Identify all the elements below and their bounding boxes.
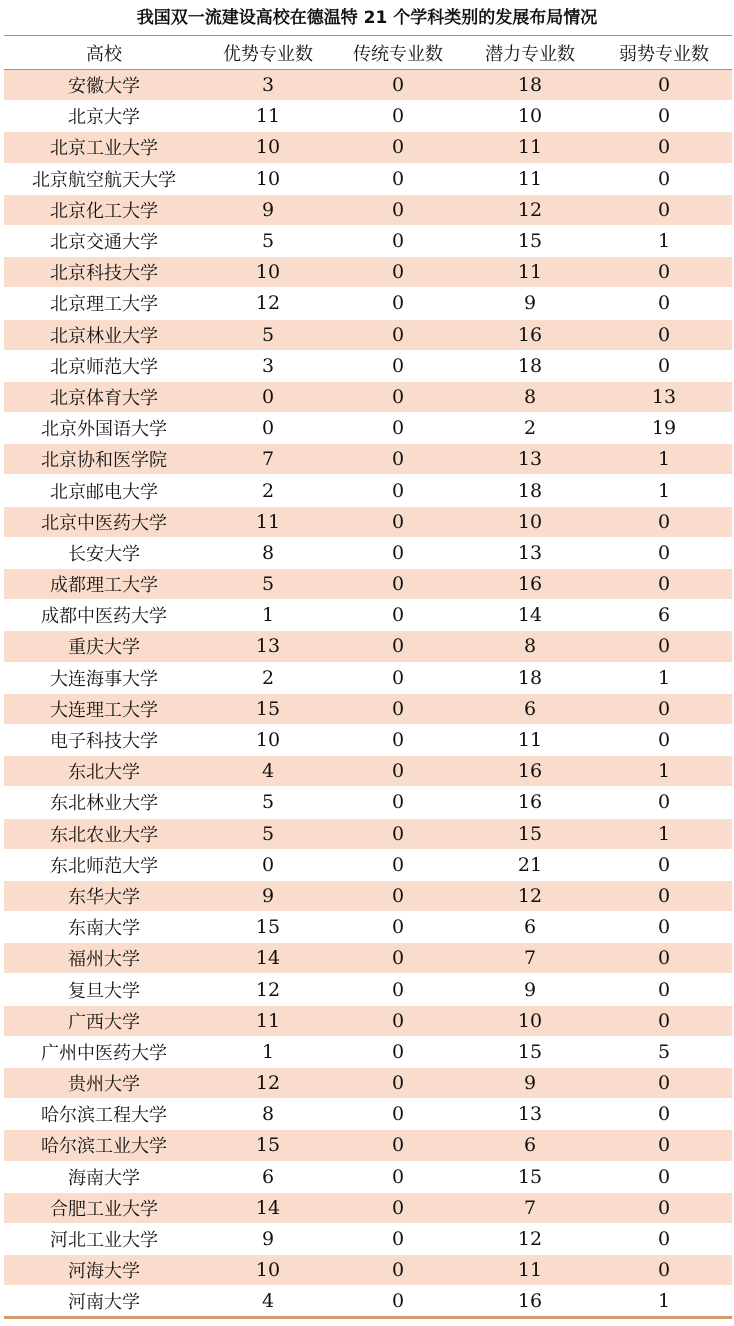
advantage-cell: 2 [204,662,332,693]
school-cell: 北京工业大学 [4,132,204,163]
university-table [4,35,732,1319]
school-cell: 北京交通大学 [4,225,204,256]
advantage-cell: 10 [204,257,332,288]
traditional-cell: 0 [332,288,464,319]
school-cell: 贵州大学 [4,1068,204,1099]
traditional-cell: 0 [332,350,464,381]
traditional-cell: 0 [332,1223,464,1254]
school-cell: 哈尔滨工程大学 [4,1099,204,1130]
advantage-cell: 11 [204,101,332,132]
traditional-cell: 0 [332,506,464,537]
weak-cell: 0 [596,787,732,818]
table-title: 我国双一流建设高校在德温特 21 个学科类别的发展布局情况 [136,8,598,28]
school-cell: 北京中医药大学 [4,506,204,537]
table-row [4,350,732,381]
advantage-cell: 5 [204,818,332,849]
weak-cell: 0 [596,319,732,350]
potential-cell: 16 [464,787,596,818]
weak-cell: 0 [596,1255,732,1286]
traditional-cell: 0 [332,319,464,350]
weak-cell: 0 [596,569,732,600]
advantage-cell: 10 [204,132,332,163]
potential-cell: 11 [464,1255,596,1286]
advantage-cell: 15 [204,693,332,724]
weak-cell: 0 [596,506,732,537]
advantage-cell: 7 [204,444,332,475]
traditional-cell: 0 [332,756,464,787]
traditional-cell: 0 [332,475,464,506]
traditional-cell: 0 [332,1161,464,1192]
weak-cell: 0 [596,974,732,1005]
school-cell: 福州大学 [4,943,204,974]
weak-cell: 0 [596,693,732,724]
table-row [4,194,732,225]
weak-cell: 0 [596,1223,732,1254]
advantage-cell: 0 [204,381,332,412]
potential-cell: 16 [464,569,596,600]
school-cell: 复旦大学 [4,974,204,1005]
advantage-cell: 10 [204,1255,332,1286]
potential-cell: 15 [464,225,596,256]
school-cell: 长安大学 [4,537,204,568]
potential-cell: 11 [464,257,596,288]
advantage-cell: 14 [204,943,332,974]
table-row [4,849,732,880]
potential-cell: 13 [464,1099,596,1130]
school-cell: 大连理工大学 [4,693,204,724]
weak-cell: 5 [596,1036,732,1067]
school-cell: 河海大学 [4,1255,204,1286]
weak-cell: 1 [596,756,732,787]
advantage-cell: 12 [204,974,332,1005]
potential-cell: 16 [464,1286,596,1317]
potential-cell: 18 [464,350,596,381]
table-row [4,880,732,911]
school-cell: 广州中医药大学 [4,1036,204,1067]
advantage-cell: 14 [204,1192,332,1223]
traditional-cell: 0 [332,943,464,974]
advantage-cell: 2 [204,475,332,506]
school-cell: 北京外国语大学 [4,413,204,444]
potential-cell: 7 [464,1192,596,1223]
potential-cell: 6 [464,1130,596,1161]
school-cell: 东北农业大学 [4,818,204,849]
table-row [4,1192,732,1223]
traditional-cell: 0 [332,662,464,693]
school-cell: 重庆大学 [4,631,204,662]
traditional-cell: 0 [332,257,464,288]
advantage-cell: 4 [204,756,332,787]
potential-cell: 6 [464,693,596,724]
traditional-cell: 0 [332,225,464,256]
school-cell: 东北师范大学 [4,849,204,880]
advantage-cell: 5 [204,319,332,350]
school-cell: 北京师范大学 [4,350,204,381]
table-row [4,1099,732,1130]
potential-cell: 15 [464,818,596,849]
weak-cell: 19 [596,413,732,444]
school-cell: 北京化工大学 [4,194,204,225]
school-cell: 东北林业大学 [4,787,204,818]
traditional-cell: 0 [332,1099,464,1130]
traditional-cell: 0 [332,569,464,600]
traditional-cell: 0 [332,413,464,444]
traditional-cell: 0 [332,849,464,880]
traditional-cell: 0 [332,818,464,849]
traditional-cell: 0 [332,1255,464,1286]
advantage-cell: 13 [204,631,332,662]
potential-cell: 13 [464,537,596,568]
table-row [4,756,732,787]
traditional-cell: 0 [332,163,464,194]
advantage-cell: 3 [204,350,332,381]
weak-cell: 0 [596,132,732,163]
school-cell: 北京理工大学 [4,288,204,319]
potential-cell: 9 [464,288,596,319]
potential-cell: 16 [464,319,596,350]
traditional-cell: 0 [332,101,464,132]
table-row [4,413,732,444]
traditional-cell: 0 [332,132,464,163]
potential-cell: 11 [464,724,596,755]
school-cell: 北京协和医学院 [4,444,204,475]
weak-cell: 6 [596,600,732,631]
school-cell: 北京大学 [4,101,204,132]
advantage-cell: 8 [204,537,332,568]
table-row [4,1036,732,1067]
traditional-cell: 0 [332,600,464,631]
advantage-cell: 5 [204,787,332,818]
school-cell: 东华大学 [4,880,204,911]
traditional-cell: 0 [332,537,464,568]
weak-cell: 0 [596,194,732,225]
potential-cell: 15 [464,1161,596,1192]
school-cell: 电子科技大学 [4,724,204,755]
advantage-cell: 1 [204,600,332,631]
potential-cell: 10 [464,1005,596,1036]
potential-cell: 18 [464,475,596,506]
weak-cell: 0 [596,724,732,755]
potential-cell: 8 [464,381,596,412]
table-row [4,1286,732,1317]
header-school: 高校 [4,36,204,70]
potential-cell: 12 [464,1223,596,1254]
potential-cell: 14 [464,600,596,631]
potential-cell: 9 [464,1068,596,1099]
school-cell: 东南大学 [4,912,204,943]
weak-cell: 0 [596,1005,732,1036]
table-row [4,1223,732,1254]
weak-cell: 0 [596,880,732,911]
potential-cell: 18 [464,662,596,693]
traditional-cell: 0 [332,194,464,225]
traditional-cell: 0 [332,912,464,943]
school-cell: 合肥工业大学 [4,1192,204,1223]
school-cell: 北京航空航天大学 [4,163,204,194]
traditional-cell: 0 [332,70,464,101]
header-potential: 潜力专业数 [464,36,596,70]
advantage-cell: 15 [204,1130,332,1161]
table-row [4,381,732,412]
table-row [4,475,732,506]
school-cell: 河南大学 [4,1286,204,1317]
traditional-cell: 0 [332,724,464,755]
school-cell: 广西大学 [4,1005,204,1036]
potential-cell: 13 [464,444,596,475]
advantage-cell: 0 [204,849,332,880]
weak-cell: 0 [596,163,732,194]
table-row [4,225,732,256]
advantage-cell: 15 [204,912,332,943]
advantage-cell: 5 [204,569,332,600]
table-row [4,1161,732,1192]
traditional-cell: 0 [332,1068,464,1099]
table-row [4,943,732,974]
traditional-cell: 0 [332,693,464,724]
table-row [4,1130,732,1161]
weak-cell: 0 [596,912,732,943]
weak-cell: 0 [596,1161,732,1192]
traditional-cell: 0 [332,1130,464,1161]
potential-cell: 10 [464,101,596,132]
table-row [4,974,732,1005]
potential-cell: 15 [464,1036,596,1067]
advantage-cell: 8 [204,1099,332,1130]
potential-cell: 8 [464,631,596,662]
traditional-cell: 0 [332,880,464,911]
weak-cell: 0 [596,849,732,880]
school-cell: 北京林业大学 [4,319,204,350]
school-cell: 东北大学 [4,756,204,787]
school-cell: 河北工业大学 [4,1223,204,1254]
advantage-cell: 12 [204,1068,332,1099]
weak-cell: 1 [596,475,732,506]
weak-cell: 0 [596,943,732,974]
table-row [4,132,732,163]
table-row [4,444,732,475]
weak-cell: 0 [596,288,732,319]
school-cell: 安徽大学 [4,70,204,101]
weak-cell: 13 [596,381,732,412]
table-row [4,631,732,662]
weak-cell: 0 [596,350,732,381]
weak-cell: 0 [596,1192,732,1223]
advantage-cell: 12 [204,288,332,319]
header-advantage: 优势专业数 [204,36,332,70]
traditional-cell: 0 [332,381,464,412]
table-row [4,1255,732,1286]
potential-cell: 11 [464,132,596,163]
potential-cell: 9 [464,974,596,1005]
table-row [4,569,732,600]
advantage-cell: 4 [204,1286,332,1317]
advantage-cell: 10 [204,724,332,755]
potential-cell: 18 [464,70,596,101]
table-row [4,818,732,849]
weak-cell: 0 [596,257,732,288]
traditional-cell: 0 [332,1005,464,1036]
table-row [4,1068,732,1099]
school-cell: 北京体育大学 [4,381,204,412]
header-traditional: 传统专业数 [332,36,464,70]
weak-cell: 1 [596,1286,732,1317]
weak-cell: 0 [596,1130,732,1161]
table-row [4,506,732,537]
weak-cell: 1 [596,662,732,693]
advantage-cell: 5 [204,225,332,256]
school-cell: 成都中医药大学 [4,600,204,631]
traditional-cell: 0 [332,974,464,1005]
potential-cell: 7 [464,943,596,974]
weak-cell: 0 [596,70,732,101]
table-row [4,693,732,724]
school-cell: 海南大学 [4,1161,204,1192]
table-row [4,662,732,693]
weak-cell: 0 [596,1068,732,1099]
advantage-cell: 9 [204,194,332,225]
table-row [4,288,732,319]
school-cell: 北京科技大学 [4,257,204,288]
table-row [4,537,732,568]
header-weak: 弱势专业数 [596,36,732,70]
weak-cell: 0 [596,1099,732,1130]
potential-cell: 2 [464,413,596,444]
weak-cell: 1 [596,444,732,475]
weak-cell: 0 [596,631,732,662]
school-cell: 大连海事大学 [4,662,204,693]
table-row [4,912,732,943]
table-row [4,70,732,101]
table-row [4,257,732,288]
table-row [4,319,732,350]
table-row [4,724,732,755]
advantage-cell: 9 [204,1223,332,1254]
traditional-cell: 0 [332,631,464,662]
header-row [4,36,732,70]
traditional-cell: 0 [332,1036,464,1067]
table-row [4,101,732,132]
advantage-cell: 11 [204,1005,332,1036]
weak-cell: 0 [596,537,732,568]
advantage-cell: 1 [204,1036,332,1067]
weak-cell: 0 [596,101,732,132]
school-cell: 北京邮电大学 [4,475,204,506]
school-cell: 哈尔滨工业大学 [4,1130,204,1161]
potential-cell: 21 [464,849,596,880]
advantage-cell: 0 [204,413,332,444]
weak-cell: 1 [596,818,732,849]
traditional-cell: 0 [332,444,464,475]
potential-cell: 12 [464,194,596,225]
table-row [4,1005,732,1036]
advantage-cell: 6 [204,1161,332,1192]
advantage-cell: 10 [204,163,332,194]
weak-cell: 1 [596,225,732,256]
advantage-cell: 9 [204,880,332,911]
table-row [4,600,732,631]
potential-cell: 10 [464,506,596,537]
advantage-cell: 11 [204,506,332,537]
school-cell: 成都理工大学 [4,569,204,600]
potential-cell: 6 [464,912,596,943]
table-row [4,787,732,818]
potential-cell: 16 [464,756,596,787]
advantage-cell: 3 [204,70,332,101]
traditional-cell: 0 [332,1192,464,1223]
potential-cell: 12 [464,880,596,911]
table-row [4,163,732,194]
traditional-cell: 0 [332,787,464,818]
traditional-cell: 0 [332,1286,464,1317]
potential-cell: 11 [464,163,596,194]
